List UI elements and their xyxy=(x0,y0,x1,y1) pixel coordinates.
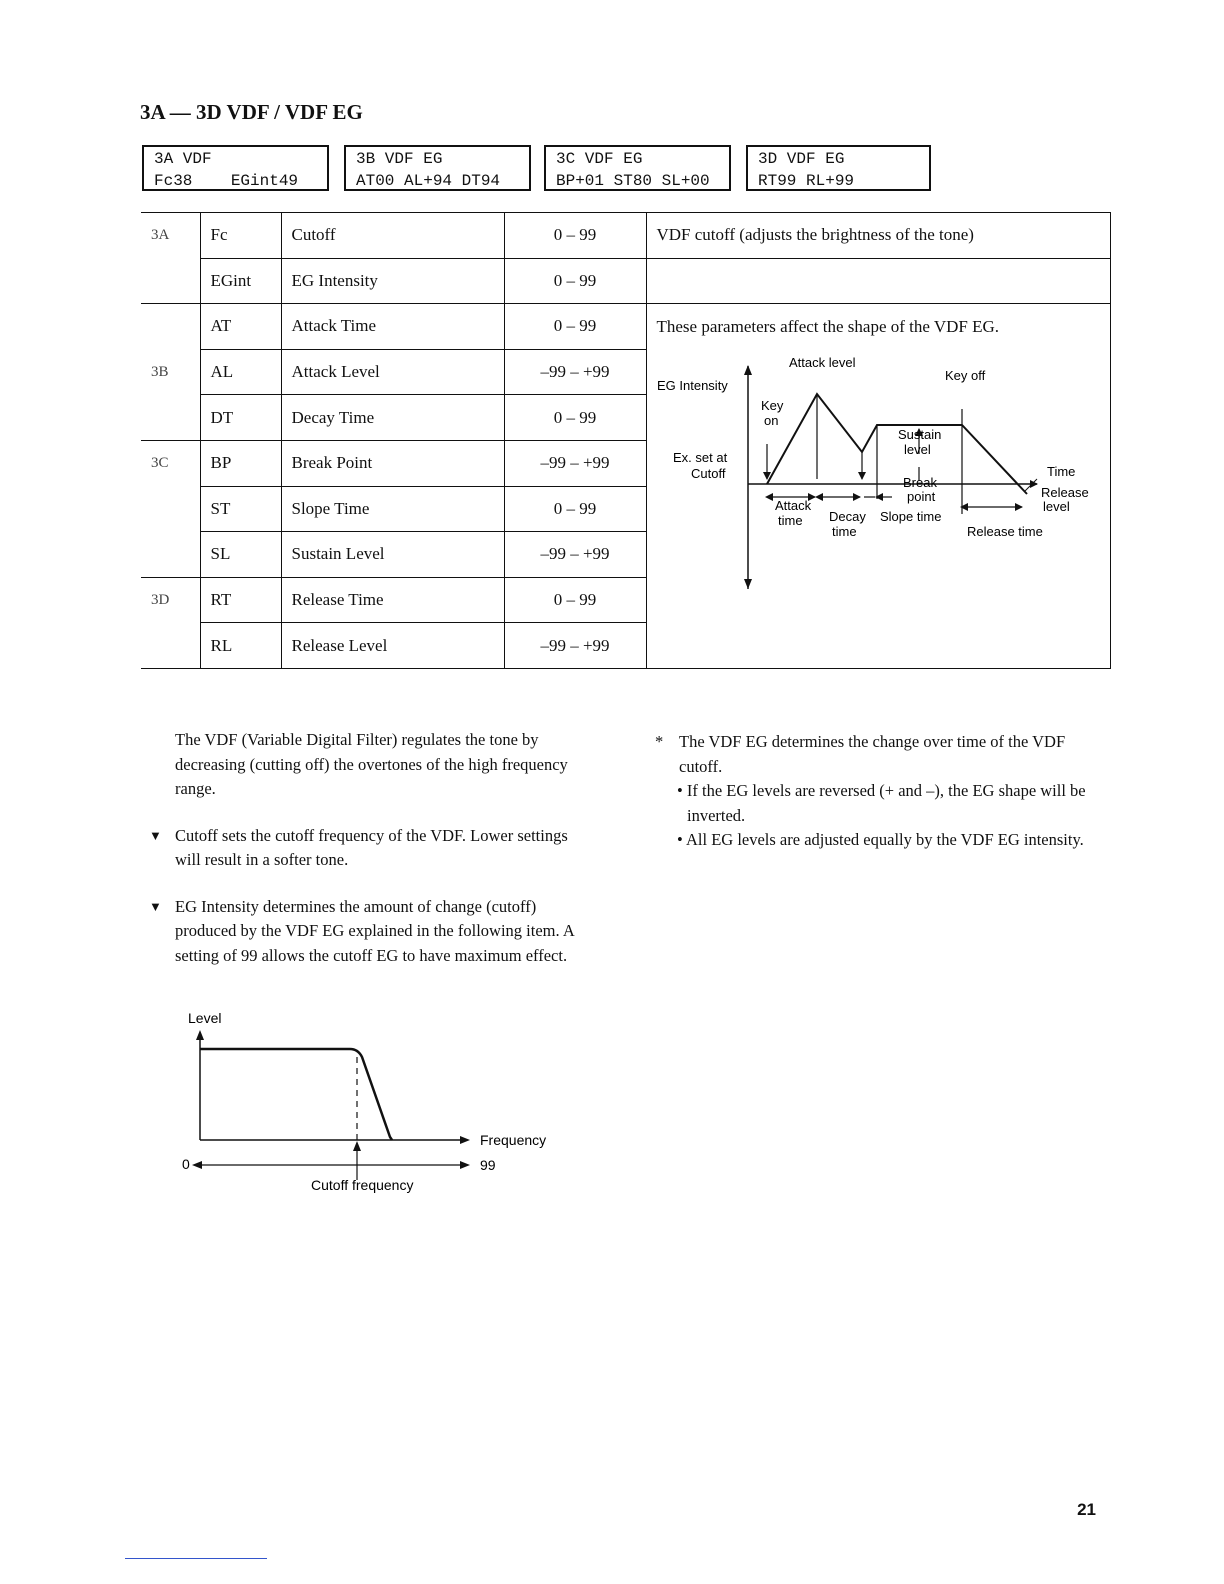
eg-label-sustain-level: level xyxy=(903,442,931,458)
intro-paragraph: The VDF (Variable Digital Filter) regulates the tone by decreasing (cutting off) the overtones of the high frequency range. xyxy=(175,730,568,798)
param-range: 0 – 99 xyxy=(504,258,646,304)
param-code: ST xyxy=(200,486,281,532)
group-label xyxy=(141,623,200,669)
param-code: BP xyxy=(200,440,281,486)
lcd-display-3d xyxy=(746,145,931,191)
filter-label-level: Level xyxy=(188,1010,222,1026)
lcd-display-3c xyxy=(544,145,731,191)
lcd-line: RT99 RL+99 xyxy=(758,172,855,190)
filter-label-99: 99 xyxy=(480,1157,496,1173)
eg-label-intensity: EG Intensity xyxy=(656,378,728,394)
param-range: 0 – 99 xyxy=(504,486,646,532)
lcd-line: 3A VDF xyxy=(154,150,212,168)
filter-label-zero: 0 xyxy=(182,1156,190,1172)
param-name: Release Time xyxy=(281,577,504,623)
intensity-bullet xyxy=(149,895,595,969)
param-range: –99 – +99 xyxy=(504,623,646,669)
eg-label-release-time: Release time xyxy=(966,524,1043,540)
table-row xyxy=(141,213,1110,259)
eg-label-time: Time xyxy=(1046,464,1075,480)
table-row xyxy=(141,304,1110,350)
filter-label-cutoff-frequency: Cutoff frequency xyxy=(311,1177,414,1193)
triangle-bullet-icon: ▼ xyxy=(149,827,162,843)
bullet-item: • If the EG levels are reversed (+ and –), the EG shape will be inverted. xyxy=(677,781,1086,825)
lcd-line: BP+01 ST80 SL+00 xyxy=(556,172,710,190)
eg-label-ex-set: Cutoff xyxy=(690,466,725,482)
param-description: VDF cutoff (adjusts the brightness of the tone) xyxy=(646,213,1110,259)
footer-divider xyxy=(125,1558,267,1559)
param-range: 0 – 99 xyxy=(504,304,646,350)
asterisk-marker: * xyxy=(655,732,664,751)
group-label xyxy=(141,532,200,578)
eg-label-release-level: Release xyxy=(1040,485,1089,501)
group-label: 3D xyxy=(141,577,200,623)
eg-label-break-point: point xyxy=(906,489,935,505)
lcd-line: 3D VDF EG xyxy=(758,150,845,168)
param-range: 0 – 99 xyxy=(504,577,646,623)
table-row xyxy=(141,258,1110,304)
param-code: EGint xyxy=(200,258,281,304)
eg-envelope-curve xyxy=(767,394,1027,494)
group-label xyxy=(141,486,200,532)
bullet-item: • All EG levels are adjusted equally by the VDF EG intensity. xyxy=(677,830,1084,849)
param-range: –99 – +99 xyxy=(504,440,646,486)
param-name: Cutoff xyxy=(281,213,504,259)
section-title: 3A — 3D VDF / VDF EG xyxy=(140,100,363,124)
param-code: DT xyxy=(200,395,281,441)
param-name: Release Level xyxy=(281,623,504,669)
group-label xyxy=(141,304,200,350)
lcd-line: 3B VDF EG xyxy=(356,150,443,168)
eg-label-release-level: level xyxy=(1042,499,1070,515)
param-range: 0 – 99 xyxy=(504,213,646,259)
param-name: Attack Time xyxy=(281,304,504,350)
group-label xyxy=(141,395,200,441)
table-row xyxy=(141,349,1110,395)
param-code: SL xyxy=(200,532,281,578)
vdf-eg-paragraph: The VDF EG determines the change over time of the VDF cutoff. xyxy=(679,732,1066,776)
param-name: Decay Time xyxy=(281,395,504,441)
intensity-paragraph: EG Intensity determines the amount of change (cutoff) produced by the VDF EG explained in the following item. A setting of 99 allows the cutoff EG to have maximum effect. xyxy=(175,896,574,965)
filter-label-frequency: Frequency xyxy=(480,1132,547,1148)
lcd-line: AT00 AL+94 DT94 xyxy=(356,172,501,190)
eg-label-decay-time: Decay xyxy=(828,509,866,525)
eg-label-slope-time: Slope time xyxy=(879,509,941,525)
right-text-column xyxy=(655,730,1095,853)
param-name: EG Intensity xyxy=(281,258,504,304)
param-name: Attack Level xyxy=(281,349,504,395)
param-code: Fc xyxy=(200,213,281,259)
param-code: AL xyxy=(200,349,281,395)
eg-label-attack-level: Attack level xyxy=(788,355,855,371)
eg-label-attack-time: time xyxy=(777,513,803,529)
param-description: These parameters affect the shape of the VDF EG. xyxy=(646,304,1110,350)
eg-label-decay-time: time xyxy=(831,524,857,540)
cutoff-paragraph: Cutoff sets the cutoff frequency of the VDF. Lower settings will result in a softer tone. xyxy=(175,825,568,869)
eg-label-key-on: Key xyxy=(760,398,783,414)
group-label xyxy=(141,258,200,304)
param-range: –99 – +99 xyxy=(504,532,646,578)
filter-curve xyxy=(200,1049,392,1140)
eg-label-attack-time: Attack xyxy=(774,498,811,514)
lcd-display-3b xyxy=(344,145,531,191)
param-name: Slope Time xyxy=(281,486,504,532)
left-text-column xyxy=(149,728,595,990)
triangle-bullet-icon: ▼ xyxy=(149,898,162,914)
group-label: 3A xyxy=(141,213,200,259)
param-name: Sustain Level xyxy=(281,532,504,578)
param-code: RL xyxy=(200,623,281,669)
page-number: 21 xyxy=(1077,1500,1096,1519)
eg-label-sustain-level: Sustain xyxy=(897,427,941,443)
eg-label-key-off: Key off xyxy=(944,368,985,384)
eg-label-ex-set: Ex. set at xyxy=(672,450,727,466)
eg-label-break-point: Break xyxy=(902,475,937,491)
param-name: Break Point xyxy=(281,440,504,486)
filter-response-diagram xyxy=(170,1005,570,1200)
eg-diagram-cell xyxy=(646,349,1110,668)
lcd-line: Fc38 EGint49 xyxy=(154,172,299,190)
eg-envelope-diagram xyxy=(647,349,1109,667)
cutoff-bullet xyxy=(149,824,595,873)
param-range: –99 – +99 xyxy=(504,349,646,395)
lcd-line: 3C VDF EG xyxy=(556,150,643,168)
param-range: 0 – 99 xyxy=(504,395,646,441)
group-label: 3C xyxy=(141,440,200,486)
eg-label-key-on: on xyxy=(763,413,778,429)
group-label: 3B xyxy=(141,349,200,395)
param-description-empty xyxy=(646,258,1110,304)
param-code: RT xyxy=(200,577,281,623)
lcd-display-3a xyxy=(142,145,329,191)
parameter-table xyxy=(141,212,1111,669)
param-code: AT xyxy=(200,304,281,350)
